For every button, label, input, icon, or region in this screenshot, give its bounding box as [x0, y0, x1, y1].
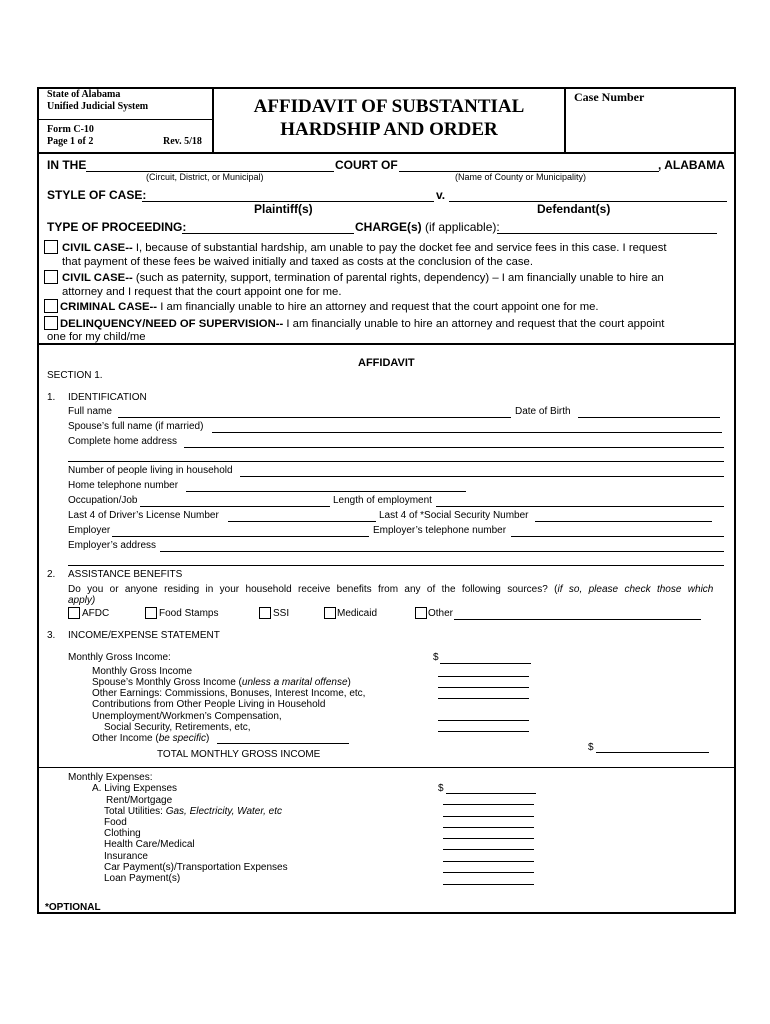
length-employment-field[interactable] — [436, 506, 724, 507]
criminal-case-text: CRIMINAL CASE-- I am financially unable to hire an attorney and request that the court appoint one for me. — [60, 301, 599, 313]
civil-case-attorney-checkbox[interactable] — [44, 270, 58, 284]
income-field-3[interactable] — [438, 698, 529, 699]
medicaid-label: Medicaid — [337, 608, 378, 619]
household-field[interactable] — [240, 476, 724, 477]
drivers-license-field[interactable] — [228, 521, 376, 522]
assistance-heading: ASSISTANCE BENEFITS — [68, 569, 183, 580]
income-field-5[interactable] — [438, 731, 529, 732]
home-address-label: Complete home address — [68, 436, 177, 447]
affidavit-heading: AFFIDAVIT — [358, 357, 415, 369]
expense-item-rent: Rent/Mortgage — [106, 795, 173, 806]
spouse-name-field[interactable] — [212, 432, 722, 433]
employer-phone-field[interactable] — [511, 536, 724, 537]
form-info-rule — [37, 119, 213, 120]
other-checkbox[interactable] — [415, 607, 427, 619]
full-name-field[interactable] — [118, 417, 511, 418]
expense-field-3[interactable] — [443, 827, 534, 828]
county-hint: (Name of County or Municipality) — [455, 172, 587, 182]
page-title-line1: AFFIDAVIT OF SUBSTANTIAL — [253, 96, 525, 117]
assistance-question-2: apply) — [68, 595, 96, 606]
income-field-2[interactable] — [438, 687, 529, 688]
expense-field-4[interactable] — [443, 838, 534, 839]
household-label: Number of people living in household — [68, 465, 233, 476]
assistance-question: Do you or anyone residing in your household receive benefits from any of the following sources? (if so, please check those which — [68, 584, 714, 595]
form-label: Form C-10 — [47, 124, 94, 135]
occupation-field[interactable] — [140, 506, 330, 507]
employer-field[interactable] — [112, 536, 369, 537]
expense-field-8[interactable] — [443, 884, 534, 885]
date-of-birth-field[interactable] — [578, 417, 720, 418]
income-item-gross: Monthly Gross Income — [92, 666, 193, 677]
employer-label: Employer — [68, 525, 111, 536]
ssn-label: Last 4 of *Social Security Number — [379, 510, 529, 521]
ssn-field[interactable] — [535, 521, 712, 522]
page-title-line2: HARDSHIP AND ORDER — [280, 119, 498, 140]
income-item-unemployment: Unemployment/Workmen’s Compensation, — [92, 711, 282, 722]
food-stamps-checkbox[interactable] — [145, 607, 157, 619]
expense-field-6[interactable] — [443, 861, 534, 862]
court-of-label: COURT OF — [335, 158, 398, 172]
living-expenses-heading: A. Living Expenses — [92, 783, 178, 794]
total-dollar-sign: $ — [588, 742, 594, 753]
income-number: 3. — [47, 630, 56, 641]
expense-item-health: Health Care/Medical — [104, 839, 195, 850]
expense-item-food: Food — [104, 817, 127, 828]
ssi-checkbox[interactable] — [259, 607, 271, 619]
home-address-field-2[interactable] — [68, 461, 724, 462]
rev-label: Rev. 5/18 — [163, 136, 202, 147]
expenses-heading: Monthly Expenses: — [68, 772, 153, 783]
occupation-label: Occupation/Job — [68, 495, 138, 506]
employer-address-label: Employer’s address — [68, 540, 157, 551]
other-label: Other — [428, 608, 454, 619]
criminal-case-checkbox[interactable] — [44, 299, 58, 313]
plaintiff-label: Plaintiff(s) — [254, 202, 313, 216]
medicaid-checkbox[interactable] — [324, 607, 336, 619]
expense-field-5[interactable] — [443, 849, 534, 850]
employer-address-field-2[interactable] — [68, 565, 724, 566]
expense-item-loan: Loan Payment(s) — [104, 873, 181, 884]
case-number-field[interactable] — [567, 106, 733, 150]
expense-field-1[interactable] — [443, 804, 534, 805]
expense-item-car: Car Payment(s)/Transportation Expenses — [104, 862, 288, 873]
expense-item-insurance: Insurance — [104, 851, 148, 862]
civil-case-fees-checkbox[interactable] — [44, 240, 58, 254]
income-dollar-sign: $ — [433, 652, 439, 663]
total-income-label: TOTAL MONTHLY GROSS INCOME — [157, 749, 321, 760]
food-stamps-label: Food Stamps — [159, 608, 219, 619]
civil-case-fees-text-2: that payment of these fees be waived initially and taxed as costs at the conclusion of the case. — [62, 256, 533, 268]
expenses-dollar-sign: $ — [438, 783, 444, 794]
total-income-field[interactable] — [596, 752, 709, 753]
expense-field-7[interactable] — [443, 872, 534, 873]
income-heading: INCOME/EXPENSE STATEMENT — [68, 630, 220, 641]
identification-number: 1. — [47, 392, 56, 403]
expense-item-utilities: Total Utilities: Gas, Electricity, Water, etc — [104, 806, 283, 817]
income-item-spouse: Spouse’s Monthly Gross Income (unless a marital offense) — [92, 677, 351, 688]
optional-footnote: *OPTIONAL — [45, 902, 101, 913]
expenses-rule — [37, 767, 736, 768]
income-item-other-income: Other Income (be specific) — [92, 733, 210, 744]
charges-label: CHARGE(s) (if applicable): — [355, 220, 500, 234]
other-income-specify-field[interactable] — [217, 743, 349, 744]
case-number-label: Case Number — [574, 90, 645, 104]
civil-case-fees-text: CIVIL CASE-- I, because of substantial hardship, am unable to pay the docket fee and service fees in this case. I request — [62, 242, 667, 254]
other-field[interactable] — [454, 619, 701, 620]
in-the-label: IN THE — [47, 158, 87, 172]
state-label: State of Alabama — [47, 89, 121, 100]
delinquency-text-2: one for my child/me — [47, 331, 146, 343]
afdc-label: AFDC — [82, 608, 110, 619]
header-bottom-rule — [37, 152, 736, 154]
alabama-label: , ALABAMA — [658, 158, 725, 172]
income-item-social-security: Social Security, Retirements, etc, — [104, 722, 251, 733]
style-of-case-label: STYLE OF CASE: — [47, 188, 147, 202]
section-label: SECTION 1. — [47, 370, 103, 381]
civil-case-attorney-text: CIVIL CASE-- (such as paternity, support, termination of parental rights, dependency) – I am financially unable to hire an — [62, 272, 664, 284]
charges-field[interactable] — [497, 233, 717, 234]
income-item-other-earnings: Other Earnings: Commissions, Bonuses, Interest Income, etc, — [92, 688, 366, 699]
spouse-name-label: Spouse’s full name (if married) — [68, 421, 204, 432]
length-employment-label: Length of employment — [333, 495, 432, 506]
system-label: Unified Judicial System — [47, 101, 149, 112]
court-type-hint: (Circuit, District, or Municipal) — [146, 172, 264, 182]
expense-field-2[interactable] — [443, 816, 534, 817]
monthly-gross-income-heading: Monthly Gross Income: — [68, 652, 171, 663]
afdc-checkbox[interactable] — [68, 607, 80, 619]
delinquency-text: DELINQUENCY/NEED OF SUPERVISION-- I am financially unable to hire an attorney and request that the court appoint — [60, 318, 665, 330]
income-item-contributions: Contributions from Other People Living in Household — [92, 699, 326, 710]
income-field-4[interactable] — [438, 720, 529, 721]
type-of-proceeding-label: TYPE OF PROCEEDING: — [47, 220, 187, 234]
proceeding-field[interactable] — [182, 233, 354, 234]
drivers-license-label: Last 4 of Driver’s License Number — [68, 510, 219, 521]
delinquency-checkbox[interactable] — [44, 316, 58, 330]
expense-item-clothing: Clothing — [104, 828, 141, 839]
identification-heading: IDENTIFICATION — [68, 392, 147, 403]
versus-label: v. — [436, 188, 446, 202]
employer-address-field[interactable] — [160, 551, 724, 552]
home-phone-field[interactable] — [186, 491, 466, 492]
income-field-0[interactable] — [440, 663, 531, 664]
employer-phone-label: Employer’s telephone number — [373, 525, 507, 536]
expense-field-0[interactable] — [446, 793, 536, 794]
defendant-label: Defendant(s) — [537, 202, 611, 216]
date-of-birth-label: Date of Birth — [515, 406, 571, 417]
page-label: Page 1 of 2 — [47, 136, 94, 147]
home-phone-label: Home telephone number — [68, 480, 179, 491]
case-types-bottom-rule — [37, 343, 736, 345]
civil-case-attorney-text-2: attorney and I request that the court appoint one for me. — [62, 286, 342, 298]
assistance-number: 2. — [47, 569, 56, 580]
home-address-field[interactable] — [184, 447, 724, 448]
ssi-label: SSI — [273, 608, 290, 619]
income-field-1[interactable] — [438, 676, 529, 677]
full-name-label: Full name — [68, 406, 112, 417]
